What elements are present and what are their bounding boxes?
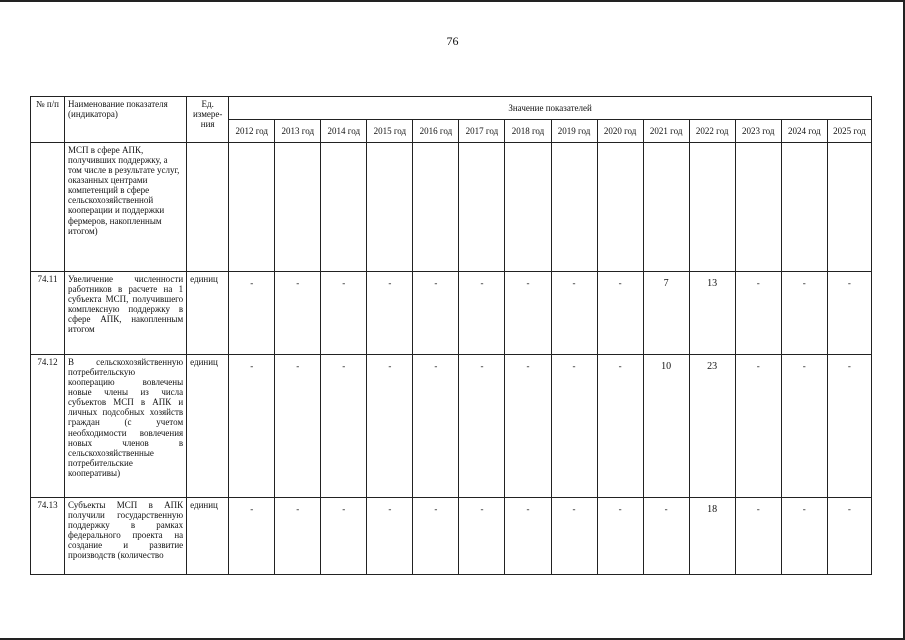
header-year: 2022 год <box>689 120 735 143</box>
row-value: - <box>229 498 275 575</box>
row-value <box>689 143 735 272</box>
row-indicator-name: В сельскохозяйственную потребительскую кооперацию вовлечены новые члены из числа субъектов МСП в АПК и личных подсобных хозяйств граждан (с учетом необходимости вовлечения новых членов в сельскохозяйственные потребительские кооперативы) <box>65 355 187 498</box>
row-value <box>551 143 597 272</box>
row-value: - <box>229 355 275 498</box>
row-value: 18 <box>689 498 735 575</box>
row-value <box>827 143 871 272</box>
row-value: - <box>413 498 459 575</box>
row-value: - <box>735 498 781 575</box>
row-value: - <box>367 272 413 355</box>
row-value: - <box>735 355 781 498</box>
row-value: 23 <box>689 355 735 498</box>
row-indicator-name: Увеличение численности работников в расчете на 1 субъекта МСП, получившего комплексную поддержку в сфере АПК, накопленным итогом <box>65 272 187 355</box>
header-year: 2025 год <box>827 120 871 143</box>
row-value: - <box>321 498 367 575</box>
row-value: 10 <box>643 355 689 498</box>
row-value: - <box>597 498 643 575</box>
indicators-table <box>30 96 872 575</box>
row-value: - <box>459 498 505 575</box>
row-value: - <box>505 272 551 355</box>
row-value: - <box>781 498 827 575</box>
row-value: 13 <box>689 272 735 355</box>
header-name: Наименование показателя (индикатора) <box>65 97 187 143</box>
row-number: 74.12 <box>31 355 65 498</box>
row-value <box>413 143 459 272</box>
row-value: - <box>827 272 871 355</box>
row-value <box>229 143 275 272</box>
row-indicator-name: МСП в сфере АПК, получивших поддержку, а том числе в результате услуг, оказанных центрами компетенций в сфере сельскохозяйственной кооперации и поддержки фермеров, накопленным итогом) <box>65 143 187 272</box>
row-value: - <box>735 272 781 355</box>
page-edge-top <box>0 0 905 2</box>
row-unit <box>187 143 229 272</box>
row-value: - <box>275 498 321 575</box>
row-value <box>459 143 505 272</box>
header-year: 2023 год <box>735 120 781 143</box>
row-number <box>31 143 65 272</box>
row-value: - <box>367 355 413 498</box>
header-year: 2021 год <box>643 120 689 143</box>
row-value <box>321 143 367 272</box>
row-value <box>597 143 643 272</box>
row-value <box>275 143 321 272</box>
header-year: 2017 год <box>459 120 505 143</box>
row-unit: единиц <box>187 272 229 355</box>
row-value: - <box>275 272 321 355</box>
row-value: - <box>413 355 459 498</box>
row-unit: единиц <box>187 355 229 498</box>
table-row <box>31 143 872 272</box>
row-value: - <box>505 355 551 498</box>
row-value: - <box>551 355 597 498</box>
row-value: - <box>827 498 871 575</box>
header-unit: Ед. измере-ния <box>187 97 229 143</box>
row-value <box>643 143 689 272</box>
row-number: 74.11 <box>31 272 65 355</box>
row-value: - <box>827 355 871 498</box>
row-indicator-name: Субъекты МСП в АПК получили государственную поддержку в рамках федерального проекта на создание и развитие производств (количество <box>65 498 187 575</box>
row-value: - <box>229 272 275 355</box>
header-num: № п/п <box>31 97 65 143</box>
row-value: - <box>321 355 367 498</box>
header-year: 2013 год <box>275 120 321 143</box>
row-value: - <box>781 272 827 355</box>
table-row <box>31 498 872 575</box>
row-value: - <box>781 355 827 498</box>
table-row <box>31 272 872 355</box>
row-value <box>367 143 413 272</box>
row-value: - <box>597 272 643 355</box>
row-value <box>781 143 827 272</box>
table-row <box>31 355 872 498</box>
header-values: Значение показателей <box>229 97 872 120</box>
row-value: - <box>275 355 321 498</box>
header-year: 2012 год <box>229 120 275 143</box>
header-year: 2018 год <box>505 120 551 143</box>
row-value <box>505 143 551 272</box>
row-value: - <box>459 355 505 498</box>
row-number: 74.13 <box>31 498 65 575</box>
row-value: - <box>459 272 505 355</box>
row-value: - <box>367 498 413 575</box>
page-number: 76 <box>446 34 459 48</box>
header-year: 2016 год <box>413 120 459 143</box>
header-year: 2014 год <box>321 120 367 143</box>
header-year: 2024 год <box>781 120 827 143</box>
header-year: 2019 год <box>551 120 597 143</box>
row-value: - <box>551 272 597 355</box>
row-value: - <box>321 272 367 355</box>
row-value: - <box>597 355 643 498</box>
row-value: - <box>551 498 597 575</box>
row-value: 7 <box>643 272 689 355</box>
row-value <box>735 143 781 272</box>
header-year: 2015 год <box>367 120 413 143</box>
row-value: - <box>413 272 459 355</box>
header-year: 2020 год <box>597 120 643 143</box>
row-value: - <box>643 498 689 575</box>
row-unit: единиц <box>187 498 229 575</box>
header-row-top <box>31 97 872 120</box>
row-value: - <box>505 498 551 575</box>
